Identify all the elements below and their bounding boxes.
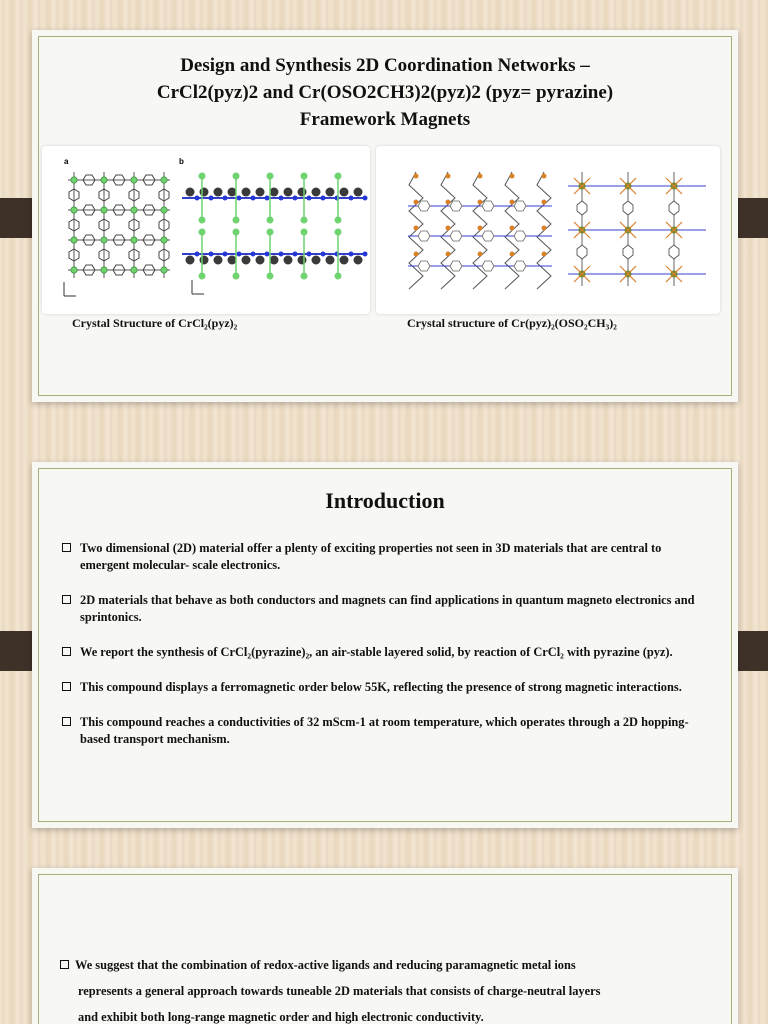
cr-oso2ch3-structure-image [376, 146, 720, 314]
panel-a-label: a [64, 157, 69, 166]
checkbox-bullet-icon [62, 682, 71, 691]
intro-bullet-list [62, 540, 708, 766]
bullet-text: We report the synthesis of CrCl₂(pyrazine)₂, an air-stable layered solid, by reaction of CrCl₂ with pyrazine (pyz). [80, 645, 673, 659]
bullet-text: This compound reaches a conductivities of 32 mScm-1 at room temperature, which operates through a 2D hopping-based transport mechanism. [80, 715, 689, 746]
slide-crystal-structures [32, 30, 738, 402]
checkbox-bullet-icon [62, 543, 71, 552]
list-item [62, 540, 708, 574]
slide-conclusion [32, 868, 738, 1024]
layer-side-b [182, 173, 368, 280]
bullet-text: Two dimensional (2D) material offer a plenty of exciting properties not seen in 3D materials that are central to emergent molecular- scale electronics. [80, 541, 662, 572]
layer-grid-d [568, 172, 706, 286]
checkbox-bullet-icon [60, 960, 69, 969]
layer-grid-a [68, 172, 170, 278]
list-item [62, 644, 708, 661]
list-item [62, 592, 708, 626]
conclusion-line: and exhibit both long-range magnetic order and high electronic conductivity. [78, 1010, 484, 1024]
checkbox-bullet-icon [62, 595, 71, 604]
slide-title [72, 52, 698, 133]
checkbox-bullet-icon [62, 647, 71, 656]
cr-oso2ch3-structure-diagram [376, 146, 720, 314]
slide-title: Introduction [325, 488, 445, 513]
crcl2-structure-diagram [42, 146, 370, 314]
title-line: Design and Synthesis 2D Coordination Networks – [180, 55, 590, 76]
title-line: CrCl2(pyz)2 and Cr(OSO2CH3)2(pyz)2 (pyz= pyrazine) [156, 82, 614, 103]
panel-b-label: b [179, 157, 184, 166]
list-item [62, 714, 708, 748]
conclusion-line: We suggest that the combination of redox-active ligands and reducing paramagnetic metal ions [75, 958, 576, 972]
conclusion-text [60, 952, 708, 1024]
conclusion-line: represents a general approach towards tuneable 2D materials that consists of charge-neutral layers [78, 984, 601, 998]
crcl2-structure-image [42, 146, 370, 314]
caption-right: Crystal structure of Cr(pyz)₂(OSO₂CH₃)₂ [407, 316, 617, 330]
list-item [62, 679, 708, 696]
bullet-text: 2D materials that behave as both conductors and magnets can find applications in quantum magneto electronics and sprintonics. [80, 593, 695, 624]
bullet-text: This compound displays a ferromagnetic order below 55K, reflecting the presence of strong magnetic interactions. [80, 680, 682, 694]
checkbox-bullet-icon [62, 717, 71, 726]
caption-left: Crystal Structure of CrCl₂(pyz)₂ [72, 316, 238, 330]
title-line: Framework Magnets [299, 109, 471, 130]
slide-introduction [32, 462, 738, 828]
layer-wave-c [408, 172, 552, 289]
